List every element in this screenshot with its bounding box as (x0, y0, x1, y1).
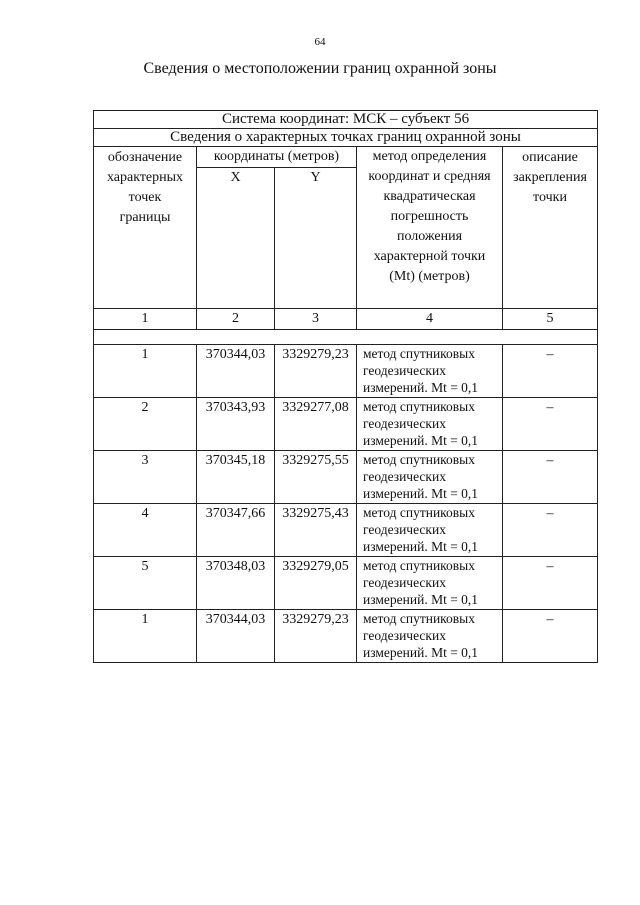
header-description-line: точки (533, 190, 567, 205)
cell-method-line: геодезических (363, 628, 446, 643)
column-number: 4 (357, 309, 503, 330)
cell-method-line: метод спутниковых (363, 558, 475, 573)
cell-description: – (503, 345, 598, 398)
cell-point: 3 (94, 451, 197, 504)
cell-method-line: геодезических (363, 416, 446, 431)
cell-method-line: измерений. Mt = 0,1 (363, 433, 479, 448)
cell-method-line: метод спутниковых (363, 399, 475, 414)
header-designation-line: точек (128, 190, 162, 205)
cell-point: 2 (94, 398, 197, 451)
column-number: 2 (197, 309, 275, 330)
header-description-line: описание (522, 150, 578, 165)
header-method-line: погрешность (390, 209, 469, 224)
cell-point: 1 (94, 345, 197, 398)
cell-method (357, 345, 503, 398)
cell-method-line: геодезических (363, 469, 446, 484)
header-x: X (197, 168, 275, 309)
cell-point: 1 (94, 610, 197, 663)
table-row (94, 345, 598, 398)
coordinate-system-row: Система координат: МСК – субъект 56 (94, 111, 598, 129)
column-number: 3 (275, 309, 357, 330)
cell-x: 370348,03 (197, 557, 275, 610)
cell-description: – (503, 610, 598, 663)
blank-separator-row (94, 330, 598, 345)
cell-method-line: геодезических (363, 363, 446, 378)
cell-x: 370344,03 (197, 610, 275, 663)
cell-method-line: метод спутниковых (363, 452, 475, 467)
cell-y: 3329279,05 (275, 557, 357, 610)
cell-method (357, 504, 503, 557)
cell-description: – (503, 398, 598, 451)
header-y: Y (275, 168, 357, 309)
header-method-line: (Mt) (метров) (389, 269, 470, 284)
cell-y: 3329275,43 (275, 504, 357, 557)
cell-method-line: измерений. Mt = 0,1 (363, 486, 479, 501)
header-designation (94, 147, 197, 309)
cell-method (357, 451, 503, 504)
header-method-line: квадратическая (383, 189, 476, 204)
cell-point: 5 (94, 557, 197, 610)
cell-y: 3329275,55 (275, 451, 357, 504)
boundary-points-table (93, 110, 598, 663)
cell-method-line: метод спутниковых (363, 611, 475, 626)
cell-method (357, 557, 503, 610)
table-row (94, 504, 598, 557)
cell-point: 4 (94, 504, 197, 557)
cell-method-line: измерений. Mt = 0,1 (363, 645, 479, 660)
cell-description: – (503, 451, 598, 504)
header-method-line: координат и средняя (368, 169, 491, 184)
cell-method-line: геодезических (363, 575, 446, 590)
section-title-row: Сведения о характерных точках границ охранной зоны (94, 129, 598, 147)
cell-method-line: метод спутниковых (363, 346, 475, 361)
header-coordinates: координаты (метров) (197, 147, 357, 168)
cell-y: 3329279,23 (275, 345, 357, 398)
header-description-line: закрепления (513, 170, 587, 185)
cell-method-line: измерений. Mt = 0,1 (363, 592, 479, 607)
header-designation-line: обозначение (107, 150, 183, 165)
cell-x: 370347,66 (197, 504, 275, 557)
cell-method-line: измерений. Mt = 0,1 (363, 380, 479, 395)
column-number: 5 (503, 309, 598, 330)
cell-x: 370344,03 (197, 345, 275, 398)
cell-method-line: геодезических (363, 522, 446, 537)
header-method-line: положения (396, 229, 463, 244)
cell-x: 370343,93 (197, 398, 275, 451)
table-row (94, 610, 598, 663)
table-row (94, 557, 598, 610)
table-row (94, 451, 598, 504)
cell-method-line: измерений. Mt = 0,1 (363, 539, 479, 554)
cell-y: 3329277,08 (275, 398, 357, 451)
cell-y: 3329279,23 (275, 610, 357, 663)
header-description (503, 147, 598, 309)
header-method-line: характерной точки (373, 249, 486, 264)
header-designation-line: границы (119, 210, 171, 225)
cell-description: – (503, 557, 598, 610)
header-designation-line: характерных (106, 170, 184, 185)
cell-x: 370345,18 (197, 451, 275, 504)
cell-method (357, 610, 503, 663)
header-method (357, 147, 503, 309)
column-number: 1 (94, 309, 197, 330)
cell-method (357, 398, 503, 451)
table-row (94, 398, 598, 451)
page-number: 64 (314, 36, 326, 48)
document-title: Сведения о местоположении границ охранной зоны (143, 60, 497, 77)
table-body (94, 345, 598, 663)
cell-description: – (503, 504, 598, 557)
cell-method-line: метод спутниковых (363, 505, 475, 520)
header-method-line: метод определения (372, 149, 487, 164)
